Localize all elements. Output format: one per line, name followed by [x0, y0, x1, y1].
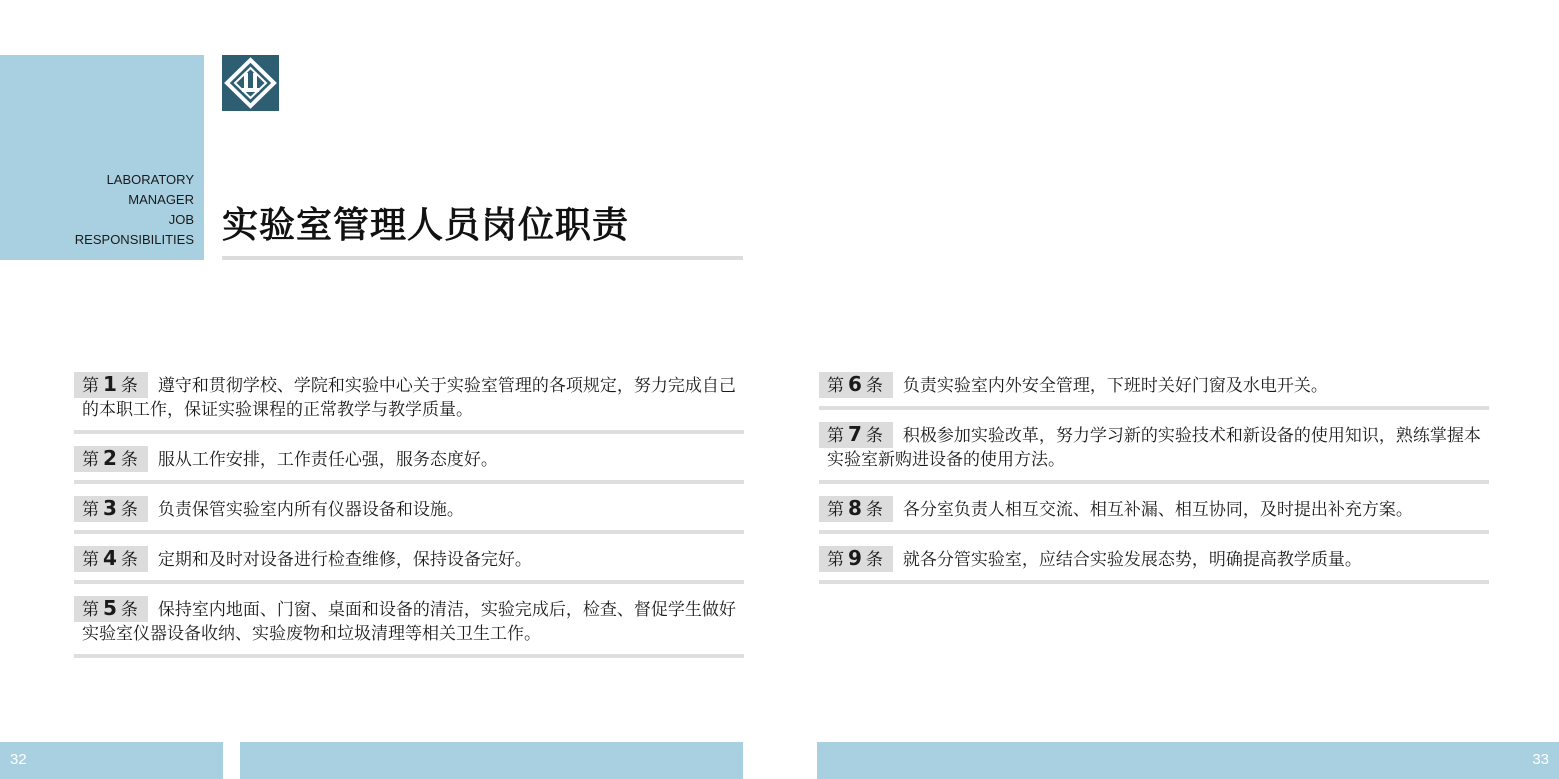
article-text: 保持室内地面、门窗、桌面和设备的清洁，实验完成后，检查、督促学生做好实验室仪器设备收纳、实验废物和垃圾清理等相关卫生工作。	[82, 600, 736, 644]
article-item	[819, 416, 1489, 484]
school-emblem-icon	[222, 55, 279, 111]
article-text: 各分室负责人相互交流、相互补漏、相互协同，及时提出补充方案。	[902, 500, 1413, 520]
article-number-tag: 第 6 条	[819, 372, 893, 398]
article-number-tag: 第 7 条	[819, 422, 893, 448]
article-text: 就各分管实验室，应结合实验发展态势，明确提高教学质量。	[902, 550, 1362, 570]
article-number: 3	[103, 496, 117, 520]
article-item	[74, 590, 744, 658]
article-text: 负责实验室内外安全管理，下班时关好门窗及水电开关。	[902, 376, 1328, 396]
footer-bar-left	[0, 742, 223, 779]
english-subtitle-line: MANAGER	[128, 192, 194, 207]
page-number-right: 33	[1532, 751, 1549, 768]
article-number: 9	[848, 546, 862, 570]
article-text: 积极参加实验改革，努力学习新的实验技术和新设备的使用知识，熟练掌握本实验室新购进设备的使用方法。	[827, 426, 1481, 470]
article-number-tag: 第 2 条	[74, 446, 148, 472]
article-item	[74, 440, 744, 484]
article-number: 8	[848, 496, 862, 520]
article-number-tag: 第 5 条	[74, 596, 148, 622]
page-title: 实验室管理人员岗位职责	[222, 205, 630, 246]
article-number: 4	[103, 546, 117, 570]
article-item	[74, 490, 744, 534]
header-color-block	[0, 55, 204, 260]
article-item	[819, 366, 1489, 410]
article-number: 5	[103, 596, 117, 620]
article-number: 1	[103, 372, 117, 396]
footer-bar-center-left	[240, 742, 743, 779]
article-item	[819, 490, 1489, 534]
article-text: 服从工作安排，工作责任心强，服务态度好。	[157, 450, 498, 470]
english-subtitle-line: JOB	[168, 212, 194, 227]
article-item	[74, 366, 744, 434]
english-subtitle-line: RESPONSIBILITIES	[74, 232, 194, 247]
article-item	[819, 540, 1489, 584]
article-number-tag: 第 9 条	[819, 546, 893, 572]
english-subtitle	[75, 170, 194, 250]
title-underline	[222, 256, 743, 260]
article-number-tag: 第 1 条	[74, 372, 148, 398]
article-number-tag: 第 3 条	[74, 496, 148, 522]
page-number-left: 32	[10, 751, 27, 768]
english-subtitle-line: LABORATORY	[106, 172, 194, 187]
article-text: 遵守和贯彻学校、学院和实验中心关于实验室管理的各项规定，努力完成自己的本职工作，保证实验课程的正常教学与教学质量。	[82, 376, 736, 420]
article-number: 2	[103, 446, 117, 470]
articles-right-column	[819, 366, 1489, 590]
article-text: 定期和及时对设备进行检查维修，保持设备完好。	[157, 550, 532, 570]
articles-left-column	[74, 366, 744, 664]
article-item	[74, 540, 744, 584]
footer-bar-right	[817, 742, 1559, 779]
article-number: 7	[848, 422, 862, 446]
article-number-tag: 第 8 条	[819, 496, 893, 522]
article-text: 负责保管实验室内所有仪器设备和设施。	[157, 500, 464, 520]
article-number: 6	[848, 372, 862, 396]
article-number-tag: 第 4 条	[74, 546, 148, 572]
